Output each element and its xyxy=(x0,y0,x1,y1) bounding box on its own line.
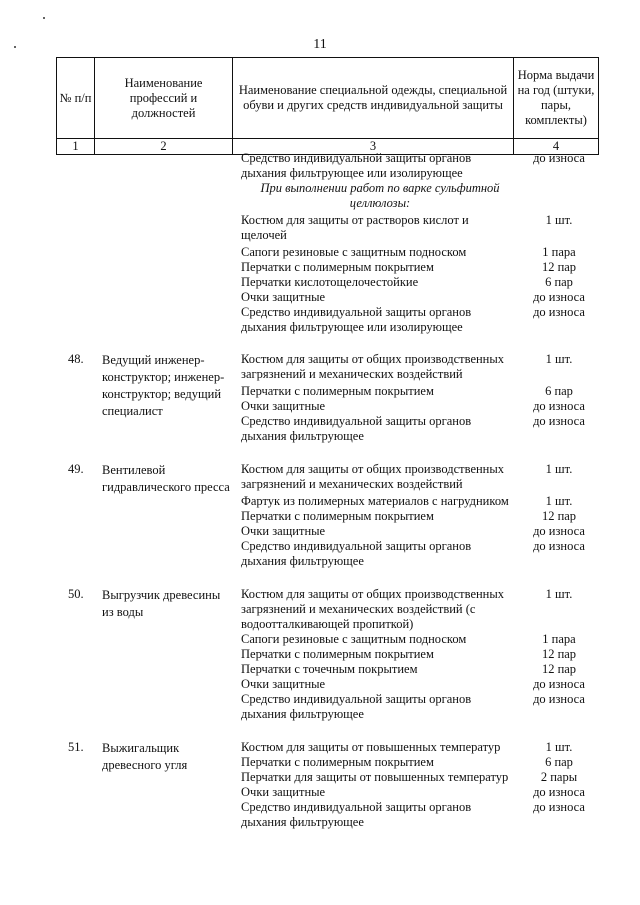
table-header xyxy=(56,57,599,155)
list-item xyxy=(241,755,640,770)
header-col-number: № п/п xyxy=(57,58,95,139)
list-item xyxy=(241,740,640,755)
continuation-block xyxy=(0,151,640,335)
header-col-norm: Норма выдачи на год (штуки, пары, комплекты) xyxy=(514,58,599,139)
entry-number: 49. xyxy=(68,462,84,476)
item-text: Сапоги резиновые с защитным подноском xyxy=(241,245,467,259)
item-qty: до износа xyxy=(533,677,585,691)
item-qty: 2 пары xyxy=(540,770,578,784)
item-text: Костюм для защиты от общих производственных загрязнений и механических воздействий (с водоотталкивающей пропиткой) xyxy=(241,587,505,631)
list-item xyxy=(241,275,640,290)
item-text: Перчатки для защиты от повышенных температур xyxy=(241,770,509,784)
header-col-equipment: Наименование специальной одежды, специальной обуви и других средств индивидуальной защиты xyxy=(233,58,514,139)
item-text: Перчатки с полимерным покрытием xyxy=(241,755,434,769)
item-qty: 12 пар xyxy=(541,260,577,274)
item-text: Перчатки с полимерным покрытием xyxy=(241,260,434,274)
item-qty: до износа xyxy=(533,524,585,538)
item-text: Перчатки кислотощелочестойкие xyxy=(241,275,419,289)
list-item xyxy=(241,305,640,335)
entry-number: 48. xyxy=(68,352,84,366)
item-qty: до износа xyxy=(533,414,585,428)
item-text: Костюм для защиты от повышенных температур xyxy=(241,740,501,754)
entry-title: Выгрузчик древесины из воды xyxy=(102,588,221,619)
list-item xyxy=(241,290,640,305)
list-item xyxy=(241,399,640,414)
header-num-2: 2 xyxy=(95,139,233,155)
item-qty: 1 шт. xyxy=(545,213,573,227)
header-num-4: 4 xyxy=(514,139,599,155)
item-qty: 1 шт. xyxy=(545,462,573,476)
entry-49 xyxy=(0,462,640,569)
item-text: Перчатки с полимерным покрытием xyxy=(241,384,434,398)
list-item xyxy=(241,800,640,830)
item-qty: до износа xyxy=(533,399,585,413)
list-item xyxy=(241,509,640,524)
list-item xyxy=(241,770,640,785)
item-qty: 1 шт. xyxy=(545,587,573,601)
item-text: Перчатки с полимерным покрытием xyxy=(241,509,434,523)
item-qty: 6 пар xyxy=(545,384,573,398)
list-item xyxy=(241,677,640,692)
item-text: Очки защитные xyxy=(241,677,326,691)
item-qty: до износа xyxy=(533,305,585,319)
list-item xyxy=(241,539,640,569)
entry-title: Ведущий инженер-конструктор; инженер-конструктор; ведущий специалист xyxy=(102,353,225,418)
header-num-1: 1 xyxy=(57,139,95,155)
table-body xyxy=(0,151,640,830)
item-text: Средство индивидуальной защиты органов дыхания фильтрующее xyxy=(241,539,472,568)
list-item xyxy=(241,462,640,492)
item-text: Фартук из полимерных материалов с нагрудником xyxy=(241,494,509,508)
entry-51 xyxy=(0,740,640,830)
item-qty: до износа xyxy=(533,151,585,165)
header-num-3: 3 xyxy=(233,139,514,155)
entry-50 xyxy=(0,587,640,722)
list-item xyxy=(241,245,640,260)
item-qty: 6 пар xyxy=(545,275,573,289)
item-text: Средство индивидуальной защиты органов дыхания фильтрующее или изолирующее xyxy=(241,305,472,334)
item-qty: 12 пар xyxy=(541,509,577,523)
item-text: Костюм для защиты от растворов кислот и щелочей xyxy=(241,213,469,242)
item-qty: до износа xyxy=(533,290,585,304)
item-text: Средство индивидуальной защиты органов дыхания фильтрующее xyxy=(241,414,472,443)
item-qty: до износа xyxy=(533,539,585,553)
item-text: Перчатки с точечным покрытием xyxy=(241,662,418,676)
item-text: Средство индивидуальной защиты органов дыхания фильтрующее или изолирующее xyxy=(241,151,472,180)
header-col-profession: Наименование профессий и должностей xyxy=(95,58,233,139)
item-text: Средство индивидуальной защиты органов дыхания фильтрующее xyxy=(241,692,472,721)
item-text: Костюм для защиты от общих производственных загрязнений и механических воздействий xyxy=(241,352,505,381)
list-item xyxy=(241,414,640,444)
item-qty: 1 шт. xyxy=(545,740,573,754)
item-text: Перчатки с полимерным покрытием xyxy=(241,647,434,661)
item-qty: 6 пар xyxy=(545,755,573,769)
list-item xyxy=(241,151,640,181)
item-qty: 12 пар xyxy=(541,647,577,661)
list-item xyxy=(241,692,640,722)
scan-speck xyxy=(43,17,45,19)
list-item xyxy=(241,785,640,800)
item-text: Очки защитные xyxy=(241,524,326,538)
list-item xyxy=(241,494,640,509)
item-qty: 1 пара xyxy=(542,245,576,259)
list-item xyxy=(241,632,640,647)
list-item xyxy=(241,352,640,382)
item-qty: 1 шт. xyxy=(545,494,573,508)
entry-number: 50. xyxy=(68,587,84,601)
entry-48 xyxy=(0,352,640,444)
list-item xyxy=(241,524,640,539)
list-item xyxy=(241,662,640,677)
item-qty: 1 пара xyxy=(542,632,576,646)
list-item xyxy=(241,260,640,275)
item-text: Очки защитные xyxy=(241,290,326,304)
item-text: Костюм для защиты от общих производственных загрязнений и механических воздействий xyxy=(241,462,505,491)
item-qty: до износа xyxy=(533,785,585,799)
list-item xyxy=(241,213,640,243)
item-qty: 12 пар xyxy=(541,662,577,676)
entry-title: Выжигальщик древесного угля xyxy=(102,741,188,772)
list-item xyxy=(241,587,640,632)
list-item xyxy=(241,647,640,662)
page-number: 11 xyxy=(313,37,327,52)
item-text: Очки защитные xyxy=(241,399,326,413)
entry-number: 51. xyxy=(68,740,84,754)
subheading: При выполнении работ по варке сульфитной целлюлозы: xyxy=(260,181,500,210)
list-item xyxy=(241,384,640,399)
item-qty: до износа xyxy=(533,800,585,814)
item-text: Средство индивидуальной защиты органов дыхания фильтрующее xyxy=(241,800,472,829)
item-qty: до износа xyxy=(533,692,585,706)
item-qty: 1 шт. xyxy=(545,352,573,366)
item-text: Очки защитные xyxy=(241,785,326,799)
item-text: Сапоги резиновые с защитным подноском xyxy=(241,632,467,646)
entry-title: Вентилевой гидравлического пресса xyxy=(102,463,230,494)
